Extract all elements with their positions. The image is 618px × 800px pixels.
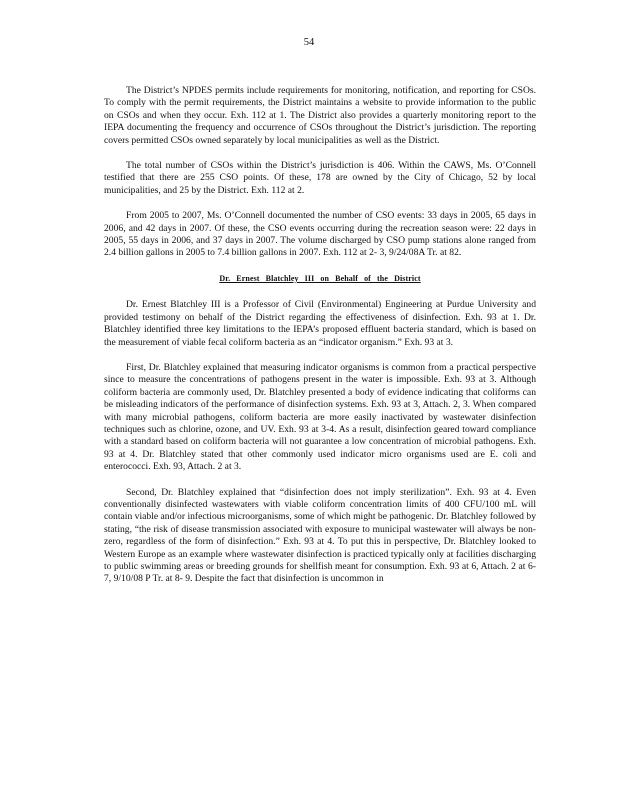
paragraph-blatchley-intro: Dr. Ernest Blatchley III is a Professor of Civil (Environmental) Engineering at Purdue University and provided testimony on behalf of the District regarding the effectiveness of disinfection. Exh. 93 at 1. Dr. Blatchley identified three key limitations to the IEPA’s proposed effluent bacteria standard, which is based on the measurement of viable fecal coliform bacteria as an “indicator organism.” Exh. 93 at 3. [104, 299, 536, 348]
document-body [104, 85, 536, 599]
page-number: 54 [303, 37, 315, 48]
paragraph-indicator-organisms: First, Dr. Blatchley explained that measuring indicator organisms is common from a practical perspective since to measure the concentrations of pathogens present in the water is impossible. Exh. 93 at 3. Although coliform bacteria are commonly used, Dr. Blatchley presented a body of evidence indicating that coliforms can be misleading indicators of the performance of disinfection systems. Exh. 93 at 3, Attach. 2, 3. When compared with many microbial pathogens, coliform bacteria are more easily inactivated by wastewater disinfection techniques such as chlorine, ozone, and UV. Exh. 93 at 3-4. As a result, disinfection geared toward compliance with a standard based on coliform bacteria will not guarantee a low concentration of microbial pathogens. Exh. 93 at 4. Dr. Blatchley stated that other commonly used indicator micro organisms used are E. coli and enterococci. Exh. 93, Attach. 2 at 3. [104, 361, 536, 473]
section-heading [104, 273, 536, 285]
paragraph-cso-events: From 2005 to 2007, Ms. O’Connell documented the number of CSO events: 33 days in 2005, 65 days in 2006, and 42 days in 2007. Of these, the CSO events occurring during the recreation season were: 22 days in 2005, 55 days in 2006, and 37 days in 2007. The volume discharged by CSO pump stations alone ranged from 2.4 billion gallons in 2005 to 7.4 billion gallons in 2007. Exh. 112 at 2- 3, 9/24/08A Tr. at 82. [104, 210, 536, 259]
section-heading-text: Dr. Ernest Blatchley III on Behalf of the District [219, 273, 421, 283]
paragraph-cso-count: The total number of CSOs within the District’s jurisdiction is 406. Within the CAWS, Ms. O’Connell testified that there are 255 CSO points. Of these, 178 are owned by the City of Chicago, 52 by local municipalities, and 25 by the District. Exh. 112 at 2. [104, 160, 536, 196]
paragraph-disinfection-sterilization: Second, Dr. Blatchley explained that “disinfection does not imply sterilization”. Exh. 93 at 4. Even conventionally disinfected wastewaters with viable coliform concentration limits of 400 CFU/100 mL will contain viable and/or infectious microorganisms, some of which might be pathogenic. Dr. Blatchley followed by stating, “the risk of disease transmission associated with exposure to municipal wastewater will always be non-zero, regardless of the form of disinfection.” Exh. 93 at 4. To put this in perspective, Dr. Blatchley looked to Western Europe as an example where wastewater disinfection is practiced typically only at facilities discharging to public swimming areas or breeding grounds for shellfish meant for consumption. Exh. 93 at 6, Attach. 2 at 6-7, 9/10/08 P Tr. at 8- 9. Despite the fact that disinfection is uncommon in [104, 486, 536, 585]
paragraph-npdes-reporting: The District’s NPDES permits include requirements for monitoring, notification, and reporting for CSOs. To comply with the permit requirements, the District maintains a website to provide information to the public on CSOs and when they occur. Exh. 112 at 1. The District also provides a quarterly monitoring report to the IEPA documenting the frequency and occurrence of CSOs throughout the District’s jurisdiction. The reporting covers permitted CSOs owned separately by local municipalities as well as the District. [104, 85, 536, 146]
